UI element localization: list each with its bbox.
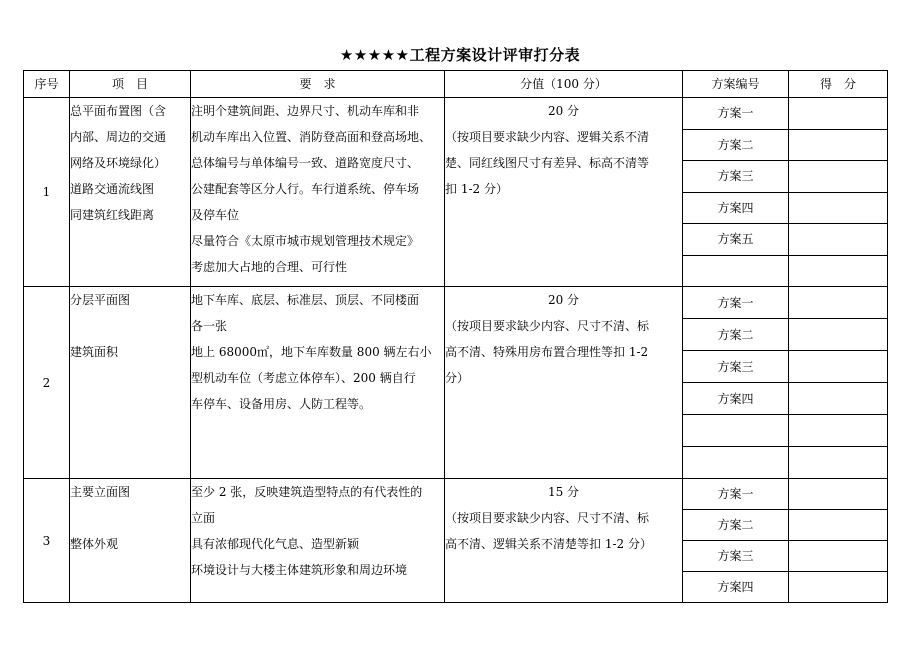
- table-row: [24, 479, 888, 510]
- score-input-cell[interactable]: [789, 479, 888, 510]
- score-input-cell[interactable]: [789, 351, 888, 383]
- scheme-label: 方案四: [683, 192, 789, 224]
- deduction-rule-line: 高不清、逻辑关系不清楚等扣 1-2 分）: [445, 537, 652, 551]
- max-points: 20 分: [547, 293, 580, 307]
- requirement-line: 机动车库出入位置、消防登高面和登高场地、: [191, 130, 432, 144]
- score-cell: [445, 479, 683, 603]
- deduction-rule-line: （按项目要求缺少内容、尺寸不清、标: [445, 511, 650, 525]
- table-row: [24, 98, 888, 130]
- item-line: 同建筑红线距离: [70, 208, 155, 222]
- requirement-cell: [191, 287, 445, 479]
- deduction-rule-line: （按项目要求缺少内容、逻辑关系不清: [445, 130, 650, 144]
- item-cell: [70, 479, 191, 603]
- score-cell: [445, 98, 683, 287]
- deduction-rule-line: 楚、同红线图尺寸有差异、标高不清等: [445, 156, 650, 170]
- score-input-cell[interactable]: [789, 287, 888, 319]
- scheme-label: 方案二: [683, 510, 789, 541]
- requirement-line: 环境设计与大楼主体建筑形象和周边环境: [191, 563, 408, 577]
- score-input-cell[interactable]: [789, 447, 888, 479]
- item-line: 分层平面图: [70, 293, 131, 307]
- item-line: [70, 505, 190, 531]
- header-row: [24, 71, 888, 98]
- scheme-label: 方案一: [683, 479, 789, 510]
- row-number: 3: [24, 479, 70, 603]
- requirement-line: 至少 2 张，反映建筑造型特点的有代表性的: [191, 485, 423, 499]
- score-input-cell[interactable]: [789, 572, 888, 603]
- requirement-line: 各一张: [191, 319, 228, 333]
- deduction-rule-line: 扣 1-2 分）: [445, 182, 508, 196]
- max-points: 20 分: [547, 104, 580, 118]
- header-scheme: 方案编号: [683, 71, 789, 98]
- deduction-rule-line: 高不清、特殊用房布置合理性等扣 1-2: [445, 345, 649, 359]
- scoring-table: [23, 70, 888, 603]
- row-number: 1: [24, 98, 70, 287]
- item-line: 内部、周边的交通: [70, 130, 167, 144]
- requirement-line: 地下车库、底层、标准层、顶层、不同楼面: [191, 293, 420, 307]
- item-line: 整体外观: [70, 537, 119, 551]
- scheme-label: 方案三: [683, 541, 789, 572]
- max-points: 15 分: [547, 485, 580, 499]
- item-line: 总平面布置图（含: [70, 104, 167, 118]
- item-cell: [70, 98, 191, 287]
- scheme-label: 方案四: [683, 572, 789, 603]
- item-line: [70, 313, 190, 339]
- header-requirements: 要 求: [191, 71, 445, 98]
- scheme-label: 方案二: [683, 319, 789, 351]
- scheme-label: 方案五: [683, 224, 789, 256]
- score-input-cell[interactable]: [789, 415, 888, 447]
- item-line: 网络及环境绿化）: [70, 156, 167, 170]
- requirement-line: 尽量符合《太原市城市规划管理技术规定》: [191, 234, 420, 248]
- requirement-line: 注明个建筑间距、边界尺寸、机动车库和非: [191, 104, 420, 118]
- score-input-cell[interactable]: [789, 224, 888, 256]
- header-score: 分值（100 分）: [445, 71, 683, 98]
- score-input-cell[interactable]: [789, 129, 888, 161]
- scheme-label: 方案四: [683, 383, 789, 415]
- table-row: [24, 287, 888, 319]
- scheme-label: 方案一: [683, 287, 789, 319]
- page-title: ★★★★★工程方案设计评审打分表: [339, 46, 581, 64]
- requirement-line: 地上 68000㎡，地下车库数量 800 辆左右小: [191, 345, 432, 359]
- row-number: 2: [24, 287, 70, 479]
- requirement-line: 及停车位: [191, 208, 240, 222]
- header-points: 得 分: [789, 71, 888, 98]
- requirement-line: 具有浓郁现代化气息、造型新颖: [191, 537, 360, 551]
- score-input-cell[interactable]: [789, 192, 888, 224]
- requirement-cell: [191, 98, 445, 287]
- score-input-cell[interactable]: [789, 161, 888, 193]
- item-line: 主要立面图: [70, 485, 131, 499]
- requirement-line: 考虑加大占地的合理、可行性: [191, 260, 348, 274]
- scheme-label: 方案二: [683, 129, 789, 161]
- requirement-line: 车停车、设备用房、人防工程等。: [191, 397, 372, 411]
- deduction-rule-line: 分）: [445, 371, 470, 385]
- score-input-cell[interactable]: [789, 98, 888, 130]
- requirement-line: 总体编号与单体编号一致、道路宽度尺寸、: [191, 156, 420, 170]
- scheme-label: 方案一: [683, 98, 789, 130]
- scheme-label: 方案三: [683, 351, 789, 383]
- scheme-label: [683, 415, 789, 447]
- requirement-line: 立面: [191, 511, 216, 525]
- requirement-cell: [191, 479, 445, 603]
- scheme-label: [683, 255, 789, 287]
- score-input-cell[interactable]: [789, 541, 888, 572]
- requirement-line: 公建配套等区分人行。车行道系统、停车场: [191, 182, 420, 196]
- header-item: 项 目: [70, 71, 191, 98]
- score-input-cell[interactable]: [789, 510, 888, 541]
- score-cell: [445, 287, 683, 479]
- item-line: 建筑面积: [70, 345, 119, 359]
- header-no: 序号: [24, 71, 70, 98]
- item-line: 道路交通流线图: [70, 182, 155, 196]
- score-input-cell[interactable]: [789, 383, 888, 415]
- scheme-label: 方案三: [683, 161, 789, 193]
- requirement-line: 型机动车位（考虑立体停车）、200 辆自行: [191, 371, 416, 385]
- score-input-cell[interactable]: [789, 255, 888, 287]
- scheme-label: [683, 447, 789, 479]
- item-cell: [70, 287, 191, 479]
- score-input-cell[interactable]: [789, 319, 888, 351]
- deduction-rule-line: （按项目要求缺少内容、尺寸不清、标: [445, 319, 650, 333]
